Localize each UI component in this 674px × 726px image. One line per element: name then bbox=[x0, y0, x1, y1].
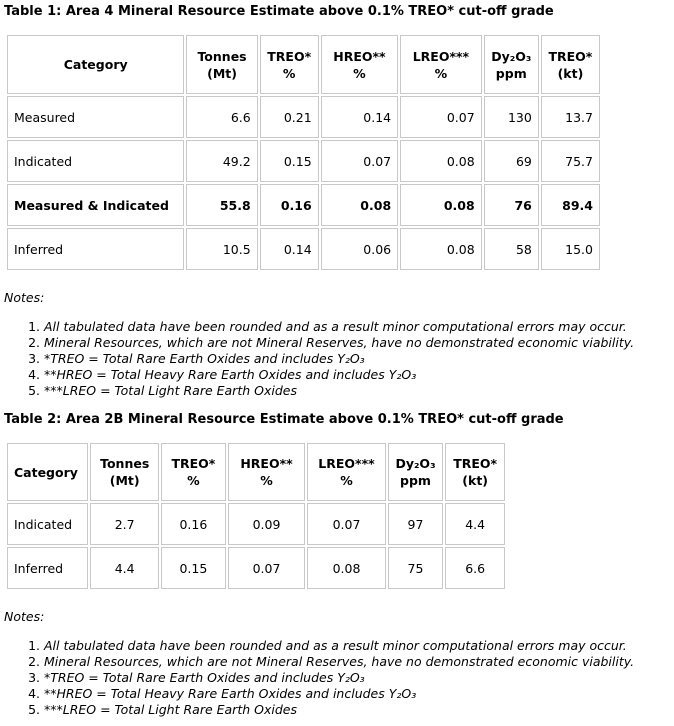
cell-tonnes: 2.7 bbox=[90, 503, 159, 545]
cell-tonnes: 10.5 bbox=[186, 228, 257, 270]
cell-treo-pct: 0.14 bbox=[260, 228, 319, 270]
col-header-tonnes: Tonnes (Mt) bbox=[90, 443, 159, 501]
cell-treo-pct: 0.21 bbox=[260, 96, 319, 138]
cell-treo-kt: 13.7 bbox=[541, 96, 600, 138]
cell-treo-kt: 89.4 bbox=[541, 184, 600, 226]
table2-header-row bbox=[7, 443, 505, 501]
cell-lreo-pct: 0.07 bbox=[307, 503, 385, 545]
cell-category: Indicated bbox=[7, 140, 184, 182]
col-header-treo-pct: TREO* % bbox=[260, 35, 319, 94]
cell-lreo-pct: 0.08 bbox=[400, 140, 482, 182]
table2-title: Table 2: Area 2B Mineral Resource Estimate above 0.1% TREO* cut-off grade bbox=[4, 412, 564, 427]
table2-area2b-resource bbox=[5, 441, 507, 591]
cell-treo-kt: 6.6 bbox=[445, 547, 505, 589]
cell-dy2o3: 69 bbox=[484, 140, 539, 182]
col-header-tonnes: Tonnes (Mt) bbox=[186, 35, 257, 94]
cell-dy2o3: 75 bbox=[388, 547, 444, 589]
cell-treo-kt: 4.4 bbox=[445, 503, 505, 545]
note-item: 4. **HREO = Total Heavy Rare Earth Oxides and includes Y₂O₃ bbox=[44, 686, 634, 702]
cell-tonnes: 4.4 bbox=[90, 547, 159, 589]
cell-tonnes: 6.6 bbox=[186, 96, 257, 138]
table-row bbox=[7, 96, 600, 138]
cell-lreo-pct: 0.08 bbox=[400, 228, 482, 270]
cell-lreo-pct: 0.08 bbox=[400, 184, 482, 226]
cell-treo-kt: 15.0 bbox=[541, 228, 600, 270]
cell-tonnes: 55.8 bbox=[186, 184, 257, 226]
cell-dy2o3: 97 bbox=[388, 503, 444, 545]
cell-tonnes: 49.2 bbox=[186, 140, 257, 182]
cell-treo-pct: 0.16 bbox=[260, 184, 319, 226]
note-item: 2. Mineral Resources, which are not Mineral Reserves, have no demonstrated economic viability. bbox=[44, 654, 634, 670]
table-row bbox=[7, 547, 505, 589]
table-row bbox=[7, 140, 600, 182]
col-header-lreo-pct: LREO*** % bbox=[307, 443, 385, 501]
cell-category: Measured & Indicated bbox=[7, 184, 184, 226]
table-row-total bbox=[7, 184, 600, 226]
cell-dy2o3: 130 bbox=[484, 96, 539, 138]
table-row bbox=[7, 228, 600, 270]
col-header-hreo-pct: HREO** % bbox=[321, 35, 398, 94]
note-item: 2. Mineral Resources, which are not Mineral Reserves, have no demonstrated economic viability. bbox=[44, 335, 634, 351]
cell-hreo-pct: 0.06 bbox=[321, 228, 398, 270]
cell-category: Indicated bbox=[7, 503, 88, 545]
table-row bbox=[7, 503, 505, 545]
table1-header-row bbox=[7, 35, 600, 94]
cell-treo-kt: 75.7 bbox=[541, 140, 600, 182]
note-item: 3. *TREO = Total Rare Earth Oxides and includes Y₂O₃ bbox=[44, 670, 634, 686]
cell-dy2o3: 58 bbox=[484, 228, 539, 270]
col-header-dy2o3: Dy₂O₃ ppm bbox=[484, 35, 539, 94]
cell-category: Inferred bbox=[7, 547, 88, 589]
cell-category: Measured bbox=[7, 96, 184, 138]
note-item: 1. All tabulated data have been rounded and as a result minor computational errors may occur. bbox=[44, 638, 634, 654]
col-header-treo-pct: TREO* % bbox=[161, 443, 226, 501]
col-header-dy2o3: Dy₂O₃ ppm bbox=[388, 443, 444, 501]
table1-area4-resource bbox=[5, 33, 602, 272]
col-header-treo-kt: TREO* (kt) bbox=[541, 35, 600, 94]
note-item: 3. *TREO = Total Rare Earth Oxides and includes Y₂O₃ bbox=[44, 351, 634, 367]
col-header-hreo-pct: HREO** % bbox=[228, 443, 306, 501]
col-header-lreo-pct: LREO*** % bbox=[400, 35, 482, 94]
notes2-label: Notes: bbox=[4, 609, 45, 624]
cell-hreo-pct: 0.09 bbox=[228, 503, 306, 545]
note-item: 5. ***LREO = Total Light Rare Earth Oxides bbox=[44, 702, 634, 718]
cell-hreo-pct: 0.07 bbox=[321, 140, 398, 182]
notes1-label: Notes: bbox=[4, 290, 45, 305]
cell-lreo-pct: 0.07 bbox=[400, 96, 482, 138]
cell-hreo-pct: 0.08 bbox=[321, 184, 398, 226]
note-item: 4. **HREO = Total Heavy Rare Earth Oxides and includes Y₂O₃ bbox=[44, 367, 634, 383]
notes2-list bbox=[0, 638, 634, 718]
col-header-category: Category bbox=[7, 35, 184, 94]
cell-hreo-pct: 0.07 bbox=[228, 547, 306, 589]
notes1-list bbox=[0, 319, 634, 399]
col-header-treo-kt: TREO* (kt) bbox=[445, 443, 505, 501]
cell-category: Inferred bbox=[7, 228, 184, 270]
cell-hreo-pct: 0.14 bbox=[321, 96, 398, 138]
note-item: 5. ***LREO = Total Light Rare Earth Oxides bbox=[44, 383, 634, 399]
note-item: 1. All tabulated data have been rounded and as a result minor computational errors may occur. bbox=[44, 319, 634, 335]
cell-treo-pct: 0.16 bbox=[161, 503, 226, 545]
table1-title: Table 1: Area 4 Mineral Resource Estimate above 0.1% TREO* cut-off grade bbox=[4, 4, 554, 19]
cell-treo-pct: 0.15 bbox=[161, 547, 226, 589]
cell-lreo-pct: 0.08 bbox=[307, 547, 385, 589]
cell-treo-pct: 0.15 bbox=[260, 140, 319, 182]
cell-dy2o3: 76 bbox=[484, 184, 539, 226]
col-header-category: Category bbox=[7, 443, 88, 501]
